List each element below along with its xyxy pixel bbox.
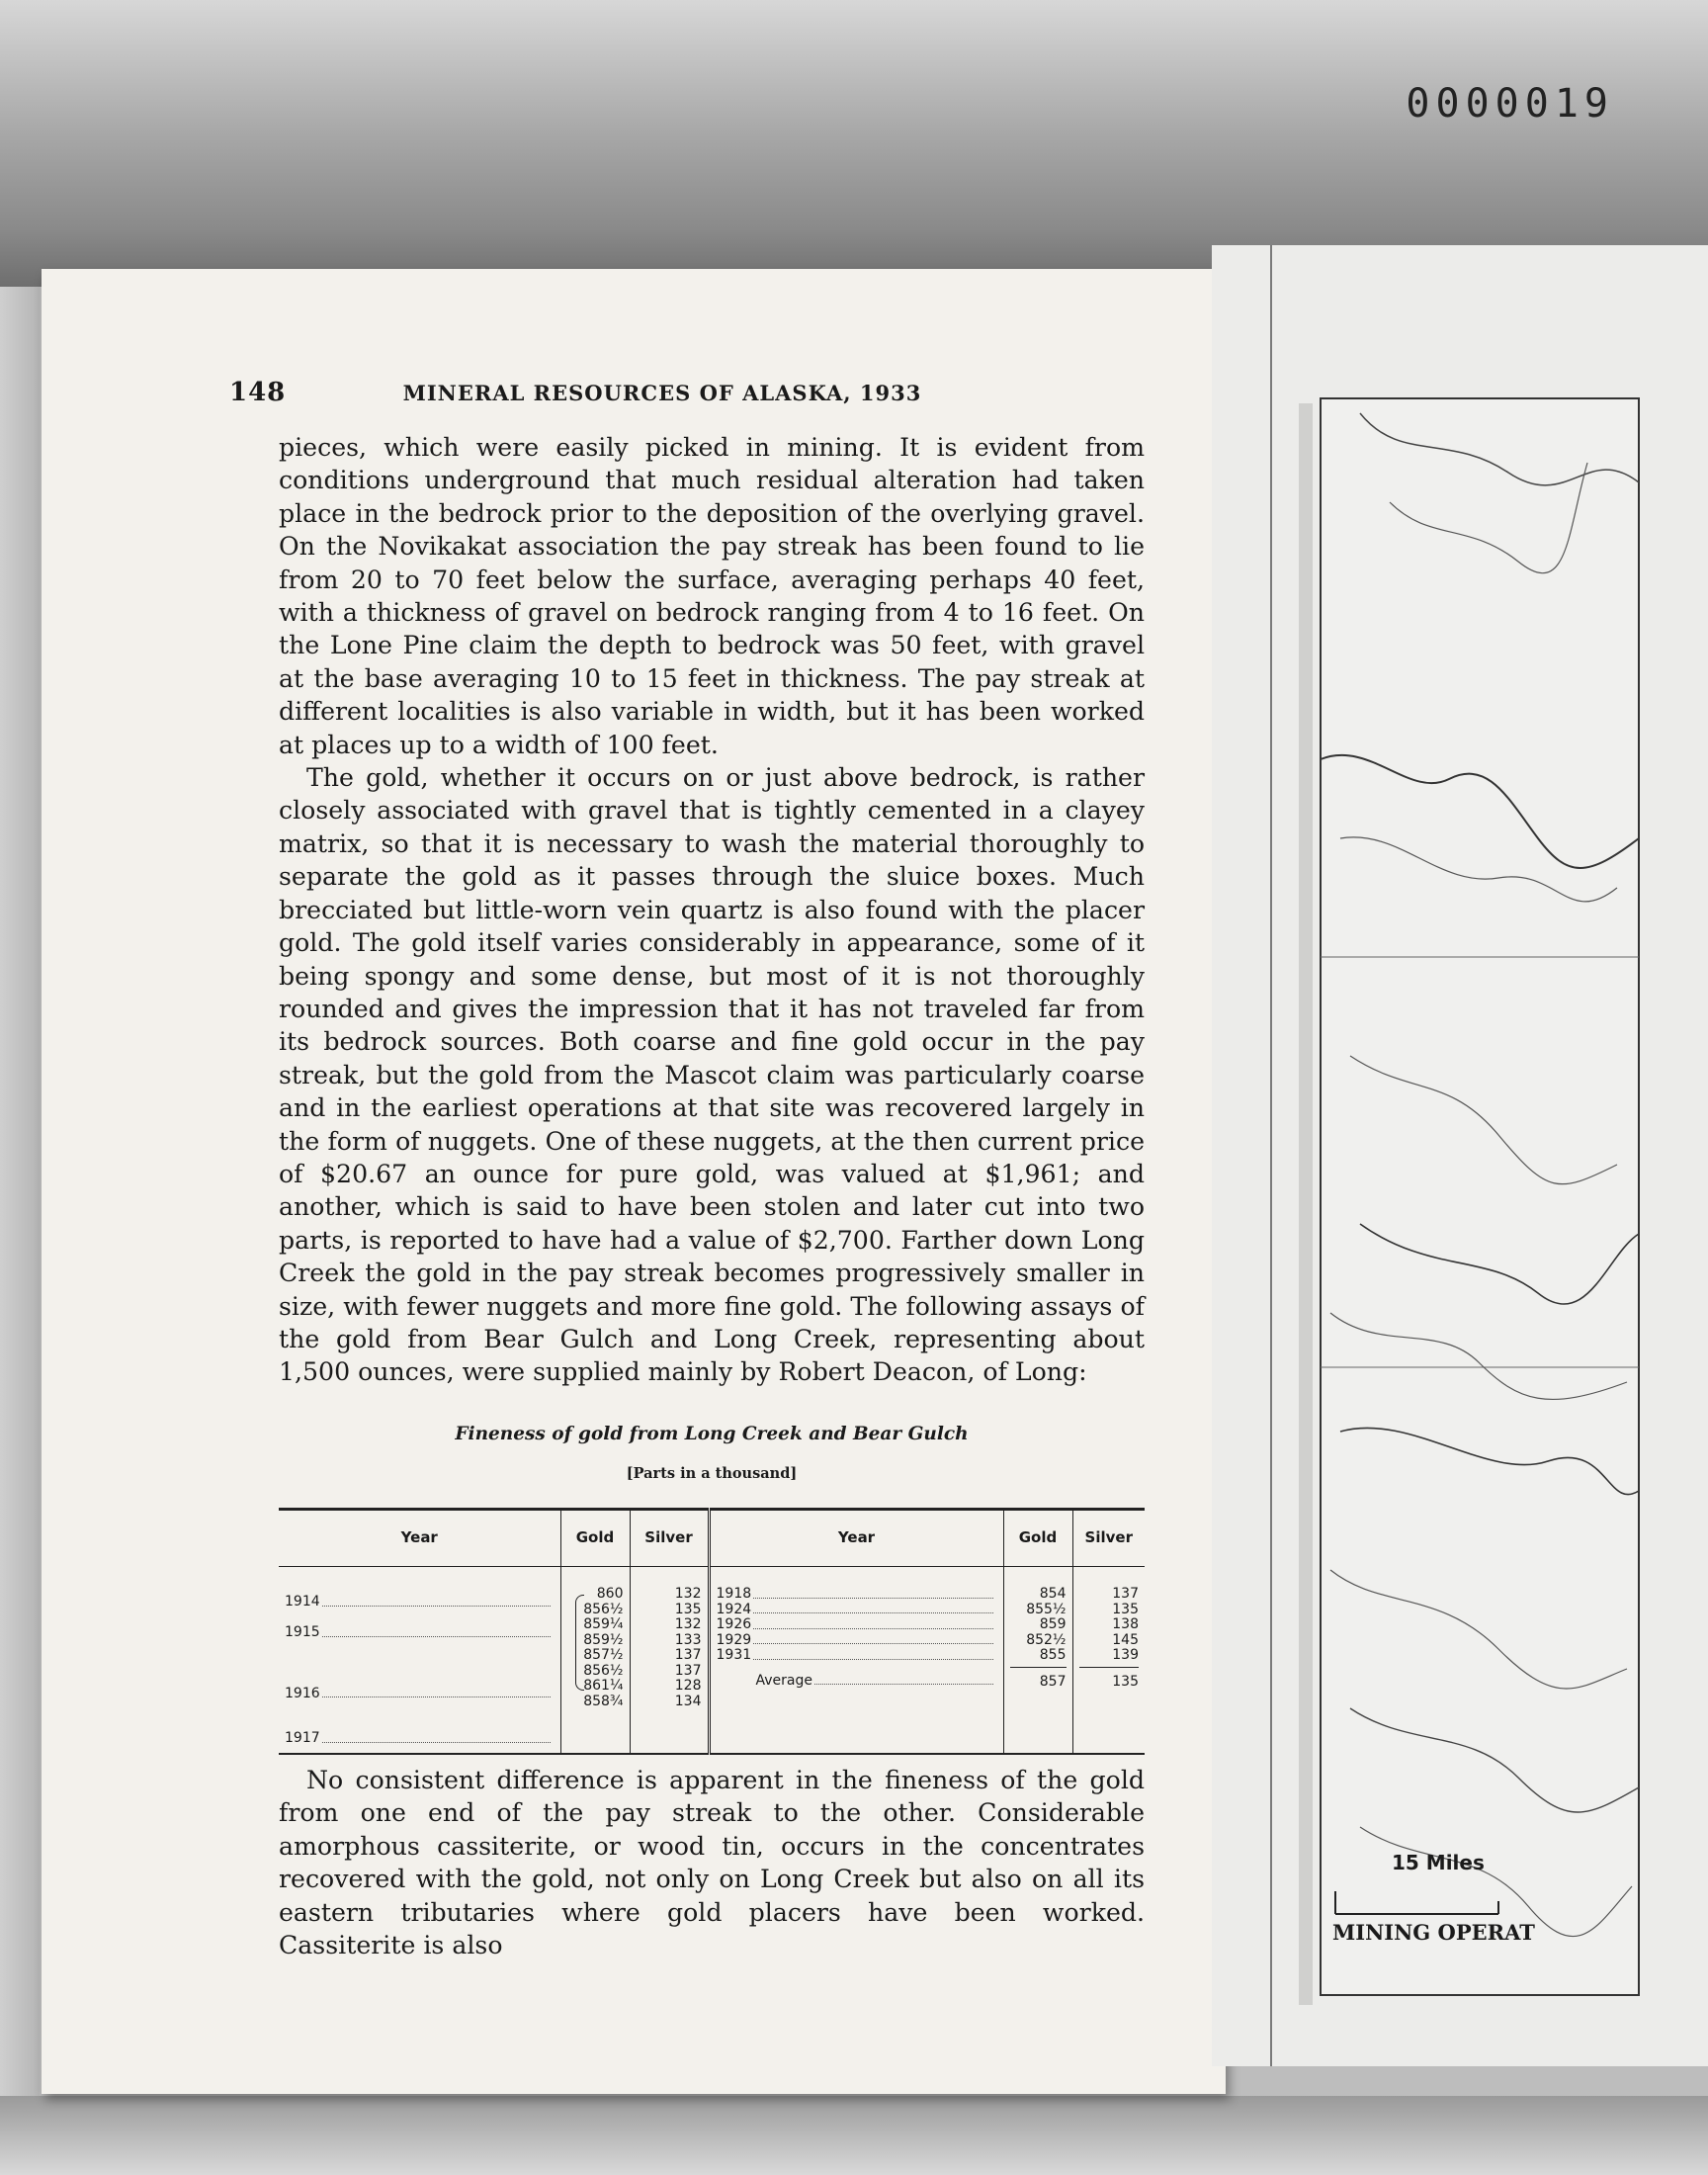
right-gold-column — [1003, 1567, 1072, 1754]
body-text — [279, 431, 1145, 1389]
header-silver-right: Silver — [1072, 1510, 1145, 1567]
map-fold-shadow — [1299, 403, 1313, 2005]
left-year-column — [279, 1567, 560, 1754]
gold-value: 852½ — [1026, 1631, 1067, 1648]
gold-value: 859½ — [583, 1631, 624, 1648]
right-year-column — [709, 1567, 1003, 1754]
gold-value: 861¼ — [583, 1678, 624, 1694]
document-number: 0000019 — [1406, 81, 1614, 127]
silver-value: 133 — [674, 1631, 702, 1648]
year-row: 1915 — [285, 1625, 555, 1641]
scan-background-top — [0, 0, 1708, 287]
silver-value: 139 — [1112, 1647, 1139, 1663]
gold-value: 859 — [1039, 1616, 1067, 1632]
average-silver: 135 — [1079, 1667, 1140, 1691]
header-year-right: Year — [709, 1510, 1003, 1567]
left-gold-column — [560, 1567, 630, 1754]
average-gold: 857 — [1010, 1667, 1067, 1691]
average-row: Average — [717, 1674, 997, 1690]
table-subtitle: [Parts in a thousand] — [626, 1465, 798, 1482]
silver-value: 138 — [1112, 1616, 1139, 1632]
map-strip — [1212, 245, 1708, 2066]
gold-value: 857½ — [583, 1647, 624, 1663]
year-row: 1926 — [717, 1617, 997, 1633]
silver-value: 145 — [1112, 1631, 1139, 1648]
header-gold-right: Gold — [1003, 1510, 1072, 1567]
silver-value: 134 — [674, 1693, 702, 1709]
paragraph-2: The gold, whether it occurs on or just above bedrock, is rather closely associated with gravel that is tightly cemented in a clayey matrix, so that it is necessary to wash the material thoroughly to separate the gold as it passes through the sluice boxes. Much brecciated but little-worn vein quartz is also found with the placer gold. The gold itself varies considerably in appearance, some of it being spongy and some dense, but most of it is not thoroughly rounded and gives the impression that it has not traveled far from its bedrock sources. Both coarse and fine gold occur in the pay streak, but the gold from the Mascot claim was particularly coarse and in the earliest operations at that site was recovered largely in the form of nuggets. One of these nuggets, at the then current price of $20.67 an ounce for pure gold, was valued at $1,961; and another, which is said to have been stolen and later cut into two parts, is reported to have had a value of $2,700. Farther down Long Creek the gold in the pay streak becomes progressively smaller in size, with fewer nuggets and more fine gold. The following assays of the gold from Bear Gulch and Long Creek, representing about 1,500 ounces, were supplied mainly by Robert Deacon, of Long: — [279, 763, 1145, 1387]
left-silver-column — [630, 1567, 709, 1754]
silver-value: 132 — [674, 1586, 702, 1602]
gold-value: 859¼ — [583, 1616, 624, 1632]
paragraph-1: pieces, which were easily picked in mining. It is evident from conditions underground that much residual alteration had taken place in the bedrock prior to the deposition of the overlying gravel. On the Novikakat association the pay streak has been found to lie from 20 to 70 feet below the surface, averaging perhaps 40 feet, with a thickness of gravel on bedrock ranging from 4 to 16 feet. On the Lone Pine claim the depth to bedrock was 50 feet, with gravel at the base averaging 10 to 15 feet in thickness. The pay streak at different localities is also variable in width, but it has been worked at places up to a width of 100 feet. — [279, 433, 1145, 759]
paragraph-3: No consistent difference is apparent in the fineness of the gold from one end of the pay streak to the other. Considerable amorphous cassiterite, or wood tin, occurs in the concentrates recovered with the gold, not only on Long Creek but also on all its eastern tributaries where gold placers have been worked. Cassiterite is also — [279, 1766, 1145, 1960]
silver-value: 137 — [674, 1647, 702, 1663]
map-frame — [1321, 398, 1639, 1995]
year-row: 1916 — [285, 1687, 555, 1702]
year-row: 1918 — [717, 1587, 997, 1603]
header-silver-left: Silver — [630, 1510, 709, 1567]
header-year-left: Year — [279, 1510, 560, 1567]
silver-value: 135 — [1112, 1601, 1139, 1617]
year-row: 1924 — [717, 1603, 997, 1618]
map-scale-label: 15 Miles — [1392, 1851, 1485, 1874]
header-gold-left: Gold — [560, 1510, 630, 1567]
silver-value: 137 — [674, 1662, 702, 1679]
silver-value: 135 — [674, 1601, 702, 1617]
silver-value: 137 — [1112, 1586, 1139, 1602]
map-caption: MINING OPERAT — [1332, 1920, 1535, 1945]
gold-value: 855½ — [1026, 1601, 1067, 1617]
scan-background-left — [0, 287, 40, 2096]
gold-value: 856½ — [583, 1662, 624, 1679]
fineness-table — [279, 1508, 1145, 1755]
year-row: 1914 — [285, 1595, 555, 1610]
year-row: 1929 — [717, 1633, 997, 1649]
bracket-brace — [575, 1595, 584, 1691]
closing-text — [279, 1764, 1145, 1961]
year-row: 1917 — [285, 1731, 555, 1747]
right-silver-column — [1072, 1567, 1145, 1754]
silver-value: 132 — [674, 1616, 702, 1632]
gold-value: 860 — [596, 1586, 624, 1602]
page-header — [229, 378, 1158, 407]
table-title: Fineness of gold from Long Creek and Bear Gulch — [455, 1424, 969, 1444]
gold-value: 855 — [1039, 1647, 1067, 1663]
running-title: MINERAL RESOURCES OF ALASKA, 1933 — [402, 381, 922, 405]
scan-background-bottom — [0, 2096, 1708, 2175]
year-row: 1931 — [717, 1648, 997, 1664]
page-number: 148 — [229, 378, 287, 407]
silver-value: 128 — [674, 1678, 702, 1694]
gold-value: 858¾ — [583, 1693, 624, 1709]
gold-value: 854 — [1039, 1586, 1067, 1602]
gold-value: 856½ — [583, 1601, 624, 1617]
